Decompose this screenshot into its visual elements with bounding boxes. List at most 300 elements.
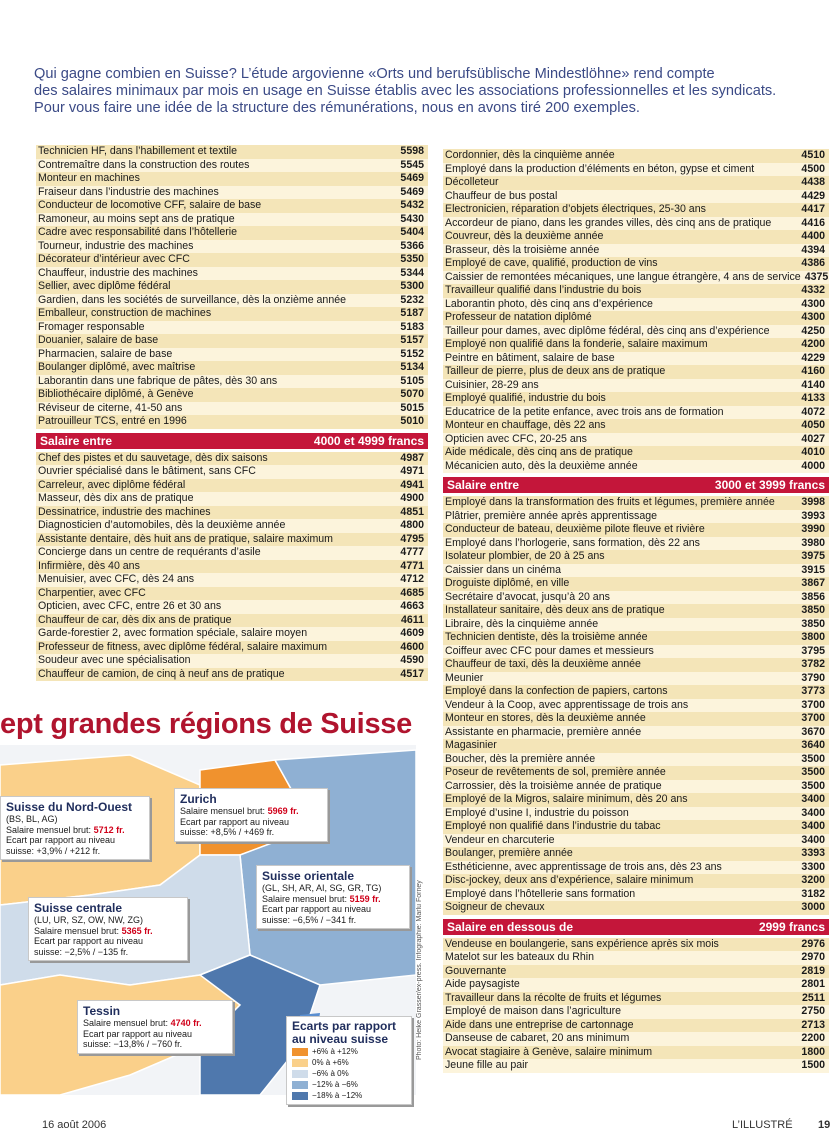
salary-value: 4795 [400,532,424,545]
salary-value: 4200 [801,338,825,350]
salary-row [443,564,829,578]
salary-value: 3400 [801,833,825,846]
salary-value: 4140 [801,378,825,391]
salary-value: 4250 [801,324,825,337]
job-label: Laborantin dans une fabrique de pâtes, dès 30 ans [38,374,278,387]
region-salary: 4740 fr. [170,1018,202,1028]
salary-row [443,284,829,298]
job-label: Cuisinier, 28-29 ans [445,378,539,391]
salary-value: 5010 [400,415,424,427]
salary-row [443,149,829,163]
salary-value: 2801 [801,978,825,990]
job-label: Garde-forestier 2, avec formation spéciale, salaire moyen [38,627,308,639]
salary-row [36,533,428,547]
salary-value: 3200 [801,874,825,886]
salary-value: 4300 [801,311,825,323]
salary-row [443,325,829,339]
job-label: Masseur, dès dix ans de pratique [38,492,194,504]
salary-value: 4900 [400,492,424,504]
salary-value: 5469 [400,185,424,198]
region-salary: 5712 fr. [93,824,125,835]
job-label: Fromager responsable [38,320,145,333]
salary-row [36,546,428,560]
salary-value: 3800 [801,631,825,643]
footer-magazine: L’ILLUSTRÉ [732,1119,793,1131]
region-cantons: (BS, BL, AG) [6,814,58,824]
salary-row [36,614,428,628]
legend-item [292,1068,406,1079]
right-salary-column [443,149,829,1073]
legend-item [292,1057,406,1068]
salary-value: 3700 [801,712,825,724]
legend-swatch [292,1081,308,1089]
salary-row [443,523,829,537]
job-label: Travailleur qualifié dans l’industrie du bois [445,284,642,296]
salary-row [443,604,829,618]
salary-row [36,627,428,641]
salary-row [36,573,428,587]
job-label: Employé de maison dans l’agriculture [445,1005,622,1017]
job-label: Conducteur de locomotive CFF, salaire de base [38,199,262,211]
salary-row [443,766,829,780]
salary-row [36,226,428,240]
job-label: Douanier, salaire de base [38,334,159,346]
job-label: Diagnosticien d’automobiles, dès la deuxième année [38,519,286,531]
salary-value: 4072 [801,405,825,418]
salary-row [443,577,829,591]
salary-row [443,618,829,632]
salary-value: 5105 [400,374,424,387]
left-salary-column [36,145,428,681]
salary-row [443,379,829,393]
intro-line: des salaires minimaux par mois en usage en Suisse établis avec les associations professionnelles et les syndicats. [34,83,777,99]
salary-row [443,965,829,979]
job-label: Monteur en chauffage, dès 22 ans [445,419,606,431]
salary-row [36,307,428,321]
salary-value: 4987 [400,451,424,464]
job-label: Tailleur pour dames, avec diplôme fédéral, dès cinq ans d’expérience [445,324,770,337]
salary-row [443,793,829,807]
salary-value: 4394 [801,243,825,256]
salary-row [443,591,829,605]
salary-list [36,145,428,429]
salary-label: Salaire mensuel brut: [180,806,266,816]
salary-row [443,433,829,447]
job-label: Employé qualifié, industrie du bois [445,392,606,404]
job-label: Aide médicale, dès cinq ans de pratique [445,446,633,458]
job-label: Plâtrier, première année après apprentissage [445,509,657,522]
salary-row [443,163,829,177]
salary-row [443,807,829,821]
job-label: Technicien HF, dans l’habillement et textile [38,145,238,157]
job-label: Meunier [445,671,484,684]
job-label: Travailleur dans la récolte de fruits et légumes [445,991,662,1004]
job-label: Sellier, avec diplôme fédéral [38,280,171,292]
salary-value: 2970 [801,951,825,963]
salary-value: 5469 [400,172,424,184]
salary-row [443,951,829,965]
salary-row [443,938,829,952]
salary-row [36,348,428,362]
job-label: Aide dans une entreprise de cartonnage [445,1018,634,1031]
salary-row [443,419,829,433]
salary-row [443,203,829,217]
region-salary: 5159 fr. [349,893,381,904]
salary-row [443,645,829,659]
salary-value: 4510 [801,149,825,161]
legend-label: 0% à +6% [312,1058,349,1067]
job-label: Avocat stagiaire à Genève, salaire minimum [445,1045,653,1058]
salary-row [443,834,829,848]
salary-row [443,338,829,352]
region-diff: +3,9% / +212 fr. [36,845,101,856]
salary-list [443,938,829,1073]
legend-label: −18% à −12% [312,1091,363,1100]
salary-value: 4851 [400,505,424,518]
salary-value: 5157 [400,334,424,346]
legend-swatch [292,1092,308,1100]
job-label: Educatrice de la petite enfance, avec trois ans de formation [445,405,724,418]
salary-row [443,1032,829,1046]
job-label: Ouvrier spécialisé dans le bâtiment, sans CFC [38,465,256,477]
region-box-centrale [28,897,188,961]
legend-swatch [292,1048,308,1056]
job-label: Assistante en pharmacie, première année [445,725,642,738]
job-label: Concierge dans un centre de requérants d’asile [38,546,261,558]
salary-value: 3856 [801,590,825,603]
salary-row [443,888,829,902]
section-header-left: Salaire en dessous de [447,919,574,934]
salary-value: 4400 [801,230,825,242]
job-label: Chauffeur de bus postal [445,189,558,202]
salary-row [443,1059,829,1073]
job-label: Danseuse de cabaret, 20 ans minimum [445,1032,630,1044]
salary-value: 3182 [801,887,825,900]
salary-row [36,321,428,335]
map-legend [286,1016,412,1105]
salary-row [443,230,829,244]
salary-row [36,506,428,520]
salary-row [443,978,829,992]
job-label: Vendeur à la Coop, avec apprentissage de trois ans [445,698,689,711]
job-label: Tailleur de pierre, plus de deux ans de pratique [445,365,666,377]
salary-row [36,213,428,227]
salary-row [443,1005,829,1019]
legend-title: Ecarts par rapport [292,1019,397,1033]
salary-value: 3773 [801,685,825,697]
salary-value: 4160 [801,365,825,377]
job-label: Gardien, dans les sociétés de surveillance, dès la onzième année [38,293,346,306]
salary-value: 3782 [801,658,825,670]
job-label: Electronicien, réparation d’objets électriques, 25-30 ans [445,203,706,215]
job-label: Patrouilleur TCS, entré en 1996 [38,415,187,427]
salary-row [443,365,829,379]
salary-value: 4332 [801,284,825,296]
job-label: Employé dans l’hôtellerie sans formation [445,887,636,900]
region-name: Suisse centrale [34,901,123,915]
job-label: Libraire, dès la cinquième année [445,617,599,630]
salary-value: 3867 [801,577,825,589]
salary-row [443,190,829,204]
salary-row [36,587,428,601]
salary-value: 4800 [400,519,424,531]
salary-label: Salaire mensuel brut: [83,1018,169,1028]
intro-text [34,66,824,117]
job-label: Employé d’usine I, industrie du poisson [445,806,629,819]
diff-label: Ecart par rapport au niveau [180,816,290,827]
salary-row [443,537,829,551]
salary-row [443,176,829,190]
section-header-right: 2999 francs [758,919,825,934]
diff-label-suffix: suisse: [180,827,209,837]
salary-value: 4438 [801,176,825,188]
salary-label: Salaire mensuel brut: [34,925,120,936]
regions-title: ept grandes régions de Suisse [0,708,412,740]
salary-value: 4000 [801,459,825,472]
salary-row [443,847,829,861]
salary-value: 3975 [801,550,825,562]
job-label: Chef des pistes et du sauvetage, dès dix saisons [38,451,268,464]
salary-value: 4375 [804,270,829,283]
salary-value: 3500 [801,779,825,792]
footer-date: 16 août 2006 [42,1119,107,1131]
legend-item [292,1046,406,1057]
job-label: Boulanger diplômé, avec maîtrise [38,361,196,373]
region-name: Zurich [180,792,217,806]
legend-swatch [292,1070,308,1078]
salary-value: 2750 [801,1005,825,1017]
job-label: Employé dans la production d’éléments en béton, gypse et ciment [445,162,755,175]
salary-value: 4229 [801,351,825,364]
job-label: Opticien avec CFC, 20-25 ans [445,432,587,445]
salary-value: 2200 [801,1032,825,1044]
section-header-right: 3000 et 3999 francs [714,478,825,492]
salary-row [443,392,829,406]
job-label: Employé non qualifié dans la fonderie, salaire maximum [445,338,708,350]
job-label: Tourneur, industrie des machines [38,239,194,252]
salary-row [36,375,428,389]
salary-value: 3993 [801,509,825,522]
salary-row [36,334,428,348]
salary-value: 4010 [801,446,825,458]
salary-value: 3850 [801,617,825,630]
salary-value: 4517 [400,667,424,680]
salary-value: 5404 [400,226,424,238]
legend-label: +6% à +12% [312,1047,358,1056]
region-diff: −13,8% / −760 fr. [113,1039,183,1049]
salary-value: 2976 [801,937,825,950]
salary-list [443,149,829,473]
salary-value: 5232 [400,293,424,306]
salary-value: 4386 [801,257,825,269]
salary-value: 1500 [801,1059,825,1071]
salary-value: 4609 [400,627,424,639]
salary-row [443,739,829,753]
salary-value: 3393 [801,847,825,859]
job-label: Isolateur plombier, de 20 à 25 ans [445,550,605,562]
job-label: Carreleur, avec diplôme fédéral [38,478,186,491]
region-box-orientale [256,865,410,929]
job-label: Carrossier, dès la troisième année de pratique [445,779,662,792]
salary-value: 5134 [400,361,424,373]
salary-value: 5152 [400,347,424,360]
salary-row [443,672,829,686]
salary-row [36,145,428,159]
salary-value: 4971 [400,465,424,477]
salary-value: 3400 [801,806,825,819]
job-label: Emballeur, construction de machines [38,307,212,319]
job-label: Employé dans la confection de papiers, cartons [445,685,668,697]
salary-row [443,1046,829,1060]
job-label: Boulanger, première année [445,847,573,859]
job-label: Chauffeur de camion, de cinq à neuf ans de pratique [38,667,285,680]
salary-value: 4417 [801,203,825,215]
salary-row [443,257,829,271]
salary-value: 3700 [801,698,825,711]
salary-row [36,465,428,479]
salary-row [443,550,829,564]
salary-row [36,294,428,308]
job-label: Secrétaire d’avocat, jusqu’à 20 ans [445,590,610,603]
job-label: Esthéticienne, avec apprentissage de trois ans, dès 23 ans [445,860,722,873]
job-label: Menuisier, avec CFC, dès 24 ans [38,573,195,585]
salary-row [36,415,428,429]
salary-row [443,699,829,713]
salary-value: 3670 [801,725,825,738]
salary-row [443,712,829,726]
salary-row [443,406,829,420]
job-label: Vendeuse en boulangerie, sans expérience après six mois [445,937,719,950]
salary-list [36,452,428,682]
salary-row [36,186,428,200]
job-label: Accordeur de piano, dans les grandes villes, dès cinq ans de pratique [445,216,772,229]
intro-line: Qui gagne combien en Suisse? L’étude argovienne «Orts und berufsüblische Mindestlöhne» rend compte [34,66,715,82]
salary-row [36,361,428,375]
legend-swatch [292,1059,308,1067]
salary-row [443,874,829,888]
salary-value: 5432 [400,199,424,211]
intro-line: Pour vous faire une idée de la structure des rémunérations, nous en avons tiré 200 exemples. [34,100,640,116]
salary-row [443,685,829,699]
job-label: Monteur en stores, dès la deuxième année [445,712,646,724]
salary-row [443,726,829,740]
job-label: Employé dans la transformation des fruits et légumes, première année [445,496,775,508]
job-label: Chauffeur de car, dès dix ans de pratique [38,613,232,626]
salary-value: 4500 [801,162,825,175]
legend-label: −6% à 0% [312,1069,349,1078]
diff-label: Ecart par rapport au niveau [262,904,372,914]
job-label: Monteur en machines [38,172,140,184]
salary-value: 4429 [801,189,825,202]
job-label: Dessinatrice, industrie des machines [38,505,211,518]
job-label: Installateur sanitaire, dès deux ans de pratique [445,604,665,616]
job-label: Charpentier, avec CFC [38,586,146,599]
salary-value: 4941 [400,478,424,491]
job-label: Professeur de fitness, avec diplôme fédéral, salaire maximum [38,640,328,653]
job-label: Boucher, dès la première année [445,752,596,765]
salary-row [36,641,428,655]
salary-value: 3500 [801,766,825,778]
regions-map [0,745,416,1100]
salary-row [36,519,428,533]
job-label: Aide paysagiste [445,978,520,990]
job-label: Opticien, avec CFC, entre 26 et 30 ans [38,600,222,612]
salary-row [443,861,829,875]
job-label: Technicien dentiste, dès la troisième année [445,631,648,643]
region-box-nord-ouest [0,796,150,860]
region-box-zurich [174,788,328,842]
salary-row [36,668,428,682]
job-label: Coiffeur avec CFC pour dames et messieurs [445,644,654,657]
salary-label: Salaire mensuel brut: [6,824,92,835]
job-label: Employé de la Migros, salaire minimum, dès 20 ans [445,793,688,805]
job-label: Infirmière, dès 40 ans [38,559,140,572]
salary-row [443,311,829,325]
salary-row [36,654,428,668]
salary-value: 2511 [802,991,825,1004]
salary-value: 4712 [400,573,424,585]
salary-value: 5070 [400,388,424,400]
salary-value: 5545 [400,158,424,171]
job-label: Matelot sur les bateaux du Rhin [445,951,594,963]
salary-value: 3998 [801,496,825,508]
region-salary: 5969 fr. [267,806,299,816]
job-label: Disc-jockey, deux ans d’expérience, salaire minimum [445,874,694,886]
job-label: Ramoneur, au moins sept ans de pratique [38,212,235,225]
salary-value: 4777 [400,546,424,558]
salary-value: 4590 [400,654,424,666]
salary-row [443,271,829,285]
salary-value: 3000 [801,901,825,913]
region-name: Suisse du Nord-Ouest [6,800,133,814]
job-label: Vendeur en charcuterie [445,833,555,846]
job-label: Décorateur d’intérieur avec CFC [38,253,190,265]
job-label: Conducteur de bateau, deuxième pilote fleuve et rivière [445,523,705,535]
diff-label-suffix: suisse: [262,914,291,925]
salary-value: 3915 [801,563,825,576]
salary-value: 5344 [400,266,424,279]
salary-value: 3400 [801,820,825,832]
diff-label-suffix: suisse: [34,946,63,957]
salary-row [443,658,829,672]
salary-value: 4133 [801,392,825,404]
job-label: Réviseur de citerne, 41-50 ans [38,401,183,414]
job-label: Peintre en bâtiment, salaire de base [445,351,615,364]
job-label: Employé dans l’horlogerie, sans formation, dès 22 ans [445,536,700,549]
salary-row [36,280,428,294]
salary-row [36,402,428,416]
salary-value: 3400 [801,793,825,805]
salary-value: 5015 [400,401,424,414]
job-label: Laborantin photo, dès cinq ans d’expérience [445,297,653,310]
job-label: Assistante dentaire, dès huit ans de pratique, salaire maximum [38,532,334,545]
photo-credit: Photo: Heike Grasser/ex-press. Infographie: Marlu Forney [416,880,423,1060]
salary-value: 4771 [400,559,424,572]
region-box-tessin [77,1000,233,1054]
region-diff: −2,5% / −135 fr. [64,946,129,957]
salary-row [36,199,428,213]
salary-row [443,352,829,366]
job-label: Contremaître dans la construction des routes [38,158,250,171]
salary-row [443,992,829,1006]
job-label: Pharmacien, salaire de base [38,347,173,360]
salary-value: 4050 [801,419,825,431]
section-header-left: Salaire entre [40,433,113,448]
salary-value: 3850 [801,604,825,616]
job-label: Fraiseur dans l’industrie des machines [38,185,219,198]
salary-value: 4611 [401,613,424,626]
job-label: Droguiste diplômé, en ville [445,577,570,589]
